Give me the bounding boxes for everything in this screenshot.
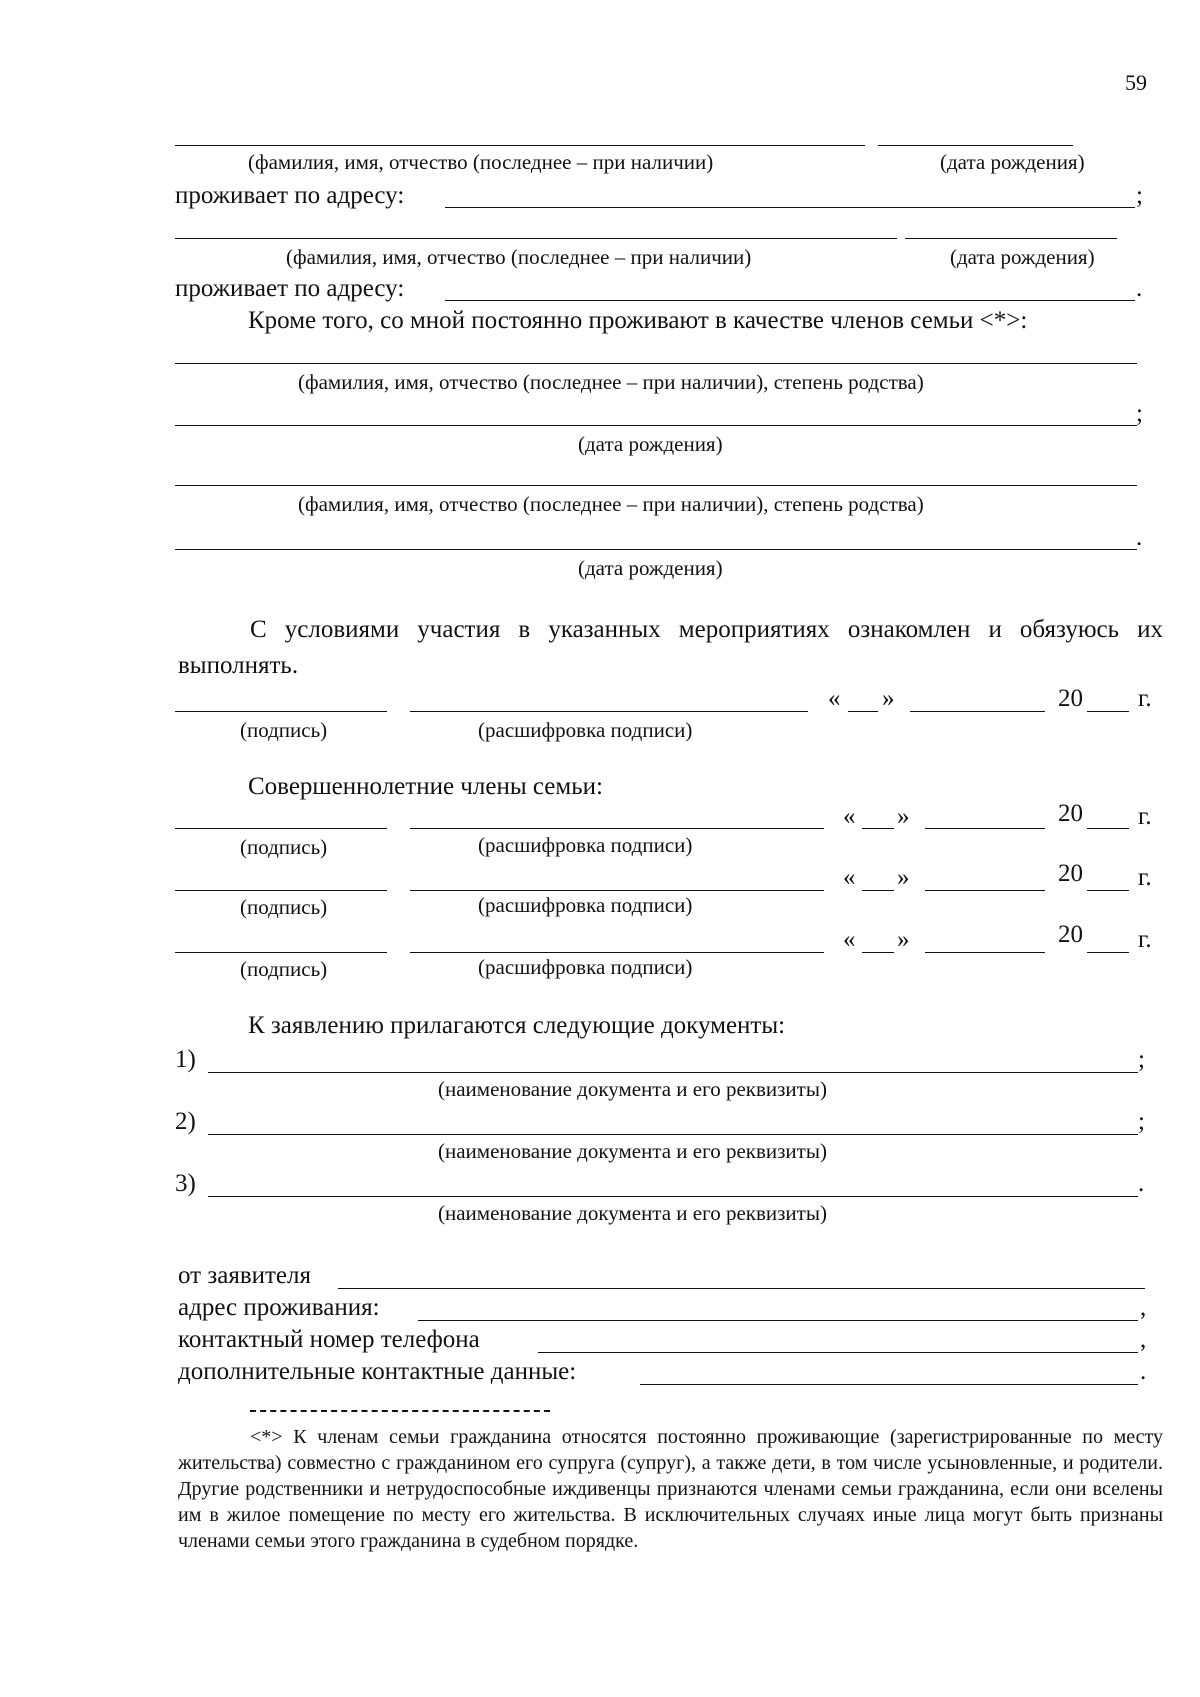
signature-line-2: [175, 890, 387, 891]
address-label-1: проживает по адресу:: [175, 182, 405, 209]
date-g-2: г.: [1138, 864, 1152, 891]
date-close-quote-2: »: [897, 864, 910, 891]
date-day-line-2: [862, 890, 894, 891]
footnote-text: <*> К членам семьи гражданина относятся постоянно проживающие (зарегистрированные по месту жительства) совместно с гражданином его супруга (супруг), а также дети, в том числе усыновленные, и родители. Другие родственники и нетрудоспособные иждивенцы признаются членами семьи гражданина, если они вселены им в жилое помещение по месту его жительства. В исключительных случаях иные лица могут быть признаны членами семьи этого гражданина в судебном порядке.: [178, 1426, 1163, 1552]
date-open-quote-0: «: [828, 685, 841, 712]
signature-caption-2: (подпись): [240, 895, 328, 919]
date-open-quote-1: «: [843, 803, 856, 830]
date-year-line-3: [1087, 952, 1129, 953]
attachment-caption-2: (наименование документа и его реквизиты): [438, 1139, 827, 1163]
footnote-separator: [250, 1410, 550, 1412]
applicant-phone-punct: ,: [1140, 1326, 1147, 1353]
date-month-line-1: [925, 828, 1045, 829]
date-day-line-1: [862, 828, 894, 829]
date-month-line-2: [925, 890, 1045, 891]
signature-decoding-line-0: [410, 711, 808, 712]
date-year-line-2: [1087, 890, 1129, 891]
signature-decoding-caption-2: (расшифровка подписи): [478, 893, 693, 917]
address-line-1: [445, 207, 1135, 208]
address-punct-1: ;: [1136, 182, 1143, 209]
date-open-quote-2: «: [843, 864, 856, 891]
date-year-line-0: [1087, 711, 1129, 712]
applicant-extra-punct: .: [1140, 1358, 1147, 1385]
signature-caption-1: (подпись): [240, 835, 328, 859]
applicant-from-line: [338, 1288, 1145, 1289]
member-fio-line-2: [175, 485, 1137, 486]
member-birth-line-2: [175, 549, 1137, 550]
attachment-line-2: [208, 1134, 1138, 1135]
member-fio-caption-2: (фамилия, имя, отчество (последнее – при наличии), степень родства): [298, 492, 924, 516]
attachment-caption-1: (наименование документа и его реквизиты): [438, 1077, 827, 1101]
date-year-prefix-0: 20: [1058, 685, 1083, 712]
date-month-line-3: [925, 952, 1045, 953]
member-birth-caption-1: (дата рождения): [578, 432, 723, 456]
signature-caption-0: (подпись): [240, 718, 328, 742]
member-birth-line-1: [175, 425, 1137, 426]
attachment-line-1: [208, 1072, 1138, 1073]
attachment-number-2: 2): [175, 1108, 196, 1135]
birth-date-line-2: [905, 238, 1117, 239]
attachment-line-3: [208, 1196, 1138, 1197]
fio-caption-1: (фамилия, имя, отчество (последнее – при наличии): [248, 150, 714, 174]
date-year-prefix-1: 20: [1058, 800, 1083, 827]
signature-line-0: [175, 711, 387, 712]
attachment-punct-2: ;: [1138, 1108, 1145, 1135]
adult-members-title: Совершеннолетние члены семьи:: [248, 773, 603, 800]
address-line-2: [445, 300, 1135, 301]
applicant-extra-label: дополнительные контактные данные:: [178, 1358, 577, 1385]
applicant-phone-label: контактный номер телефона: [178, 1326, 480, 1353]
attachment-number-3: 3): [175, 1170, 196, 1197]
date-close-quote-0: »: [882, 685, 895, 712]
attachment-punct-1: ;: [1138, 1046, 1145, 1073]
birth-date-line-1: [878, 145, 1073, 146]
page-number: 59: [1125, 70, 1147, 95]
date-year-prefix-3: 20: [1058, 921, 1083, 948]
signature-decoding-caption-0: (расшифровка подписи): [478, 718, 693, 742]
date-month-line-0: [910, 711, 1045, 712]
member-fio-line-1: [175, 363, 1137, 364]
fio-line-1: [175, 145, 865, 146]
birth-date-caption-2: (дата рождения): [950, 245, 1095, 269]
attachment-number-1: 1): [175, 1046, 196, 1073]
date-g-3: г.: [1138, 926, 1152, 953]
attachment-caption-3: (наименование документа и его реквизиты): [438, 1201, 827, 1225]
attachments-title: К заявлению прилагаются следующие документы:: [248, 1012, 786, 1039]
date-day-line-0: [848, 711, 878, 712]
applicant-from-label: от заявителя: [178, 1262, 311, 1289]
applicant-extra-line: [640, 1384, 1138, 1385]
member-fio-caption-1: (фамилия, имя, отчество (последнее – при наличии), степень родства): [298, 370, 924, 394]
member-punct-1: ;: [1136, 400, 1143, 427]
member-punct-2: .: [1136, 524, 1143, 551]
birth-date-caption-1: (дата рождения): [940, 150, 1085, 174]
attachment-punct-3: .: [1138, 1170, 1145, 1197]
signature-decoding-line-2: [410, 890, 824, 891]
applicant-address-label: адрес проживания:: [178, 1294, 380, 1321]
signature-line-1: [175, 828, 387, 829]
signature-caption-3: (подпись): [240, 957, 328, 981]
signature-decoding-caption-3: (расшифровка подписи): [478, 955, 693, 979]
date-g-1: г.: [1138, 803, 1152, 830]
signature-decoding-caption-1: (расшифровка подписи): [478, 833, 693, 857]
applicant-address-punct: ,: [1140, 1294, 1147, 1321]
date-open-quote-3: «: [843, 926, 856, 953]
member-birth-caption-2: (дата рождения): [578, 556, 723, 580]
date-close-quote-3: »: [897, 926, 910, 953]
fio-caption-2: (фамилия, имя, отчество (последнее – при наличии): [286, 245, 752, 269]
date-year-line-1: [1087, 828, 1129, 829]
address-label-2: проживает по адресу:: [175, 275, 405, 302]
date-g-0: г.: [1138, 685, 1152, 712]
signature-decoding-line-3: [410, 952, 824, 953]
signature-line-3: [175, 952, 387, 953]
date-day-line-3: [862, 952, 894, 953]
applicant-address-line: [418, 1320, 1138, 1321]
date-year-prefix-2: 20: [1058, 860, 1083, 887]
signature-decoding-line-1: [410, 828, 824, 829]
date-close-quote-1: »: [897, 803, 910, 830]
agreement-text: С условиями участия в указанных мероприятиях ознакомлен и обязуюсь их выполнять.: [178, 616, 1163, 679]
fio-line-2: [175, 238, 897, 239]
applicant-phone-line: [538, 1352, 1138, 1353]
address-punct-2: .: [1136, 275, 1143, 302]
members-intro: Кроме того, со мной постоянно проживают в качестве членов семьи <*>:: [248, 307, 1028, 334]
